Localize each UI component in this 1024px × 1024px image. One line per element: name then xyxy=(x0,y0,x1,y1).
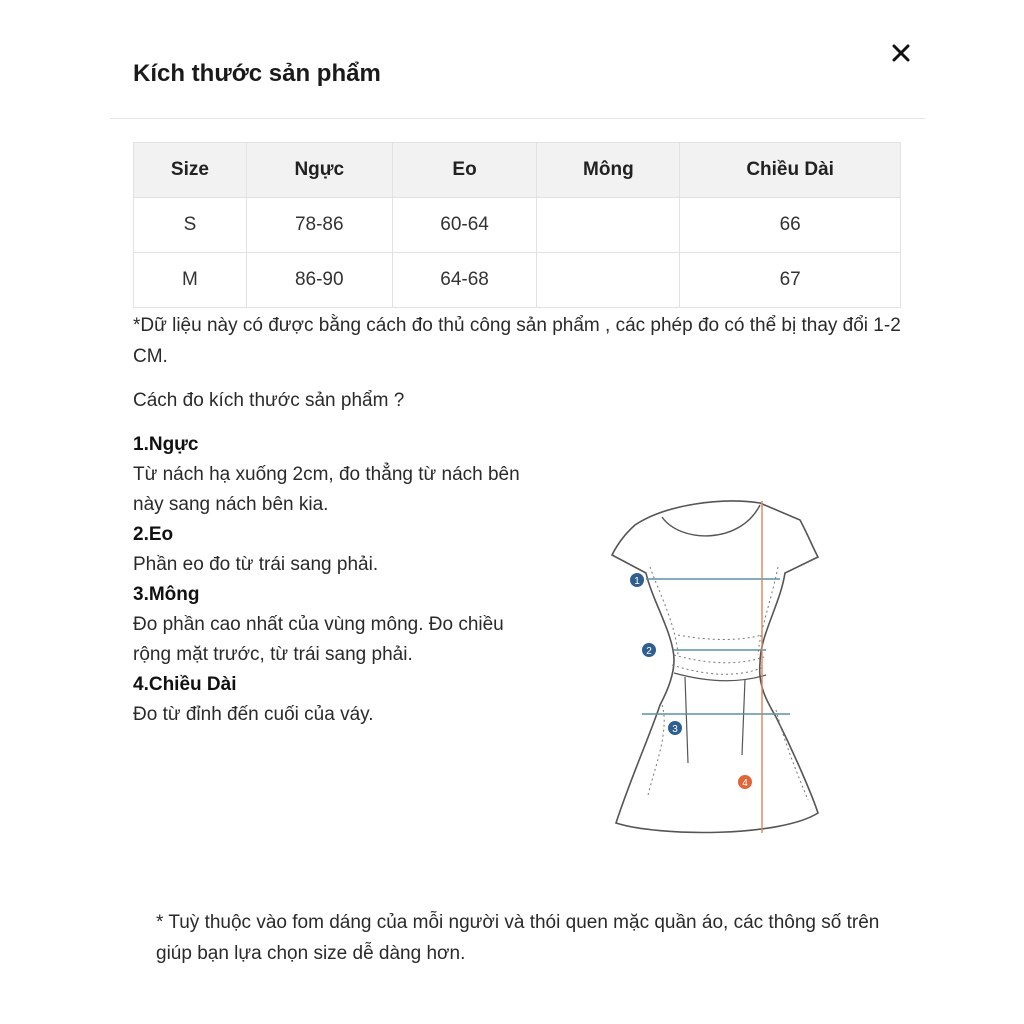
header-waist: Eo xyxy=(392,143,537,198)
table-cell: 64-68 xyxy=(392,253,537,308)
table-row xyxy=(134,253,901,308)
header-size: Size xyxy=(134,143,247,198)
stitch-line xyxy=(758,567,778,655)
stitch-line xyxy=(776,710,808,800)
header-chest: Ngực xyxy=(246,143,392,198)
guide-step-title: 4.Chiều Dài xyxy=(133,674,237,695)
close-icon[interactable] xyxy=(892,44,910,62)
stitch-line xyxy=(674,655,764,663)
measure-guide xyxy=(133,430,533,730)
modal-title: Kích thước sản phẩm xyxy=(133,60,381,87)
table-cell: 86-90 xyxy=(246,253,392,308)
header-length: Chiều Dài xyxy=(680,143,901,198)
waist-seam xyxy=(674,673,766,681)
guide-step-text: Từ nách hạ xuống 2cm, đo thẳng từ nách bên này sang nách bên kia. xyxy=(133,464,520,515)
close-button[interactable] xyxy=(886,38,916,68)
table-cell: 67 xyxy=(680,253,901,308)
marker-length-label: 4 xyxy=(742,778,748,789)
marker-chest xyxy=(630,573,644,587)
guide-step-text: Đo phần cao nhất của vùng mông. Đo chiều rộng mặt trước, từ trái sang phải. xyxy=(133,614,504,665)
table-cell: 66 xyxy=(680,198,901,253)
dress-outline xyxy=(612,501,818,832)
marker-chest-label: 1 xyxy=(634,576,640,587)
marker-length xyxy=(738,775,752,789)
header-divider xyxy=(110,118,925,119)
table-row xyxy=(134,198,901,253)
marker-waist-label: 2 xyxy=(646,646,652,657)
howto-title: Cách đo kích thước sản phẩm ? xyxy=(133,390,405,411)
table-cell: S xyxy=(134,198,247,253)
guide-step-title: 3.Mông xyxy=(133,584,200,605)
table-cell: M xyxy=(134,253,247,308)
table-cell xyxy=(537,253,680,308)
stitch-line xyxy=(672,665,764,674)
table-cell: 78-86 xyxy=(246,198,392,253)
neckline xyxy=(662,505,760,536)
guide-step-text: Đo từ đỉnh đến cuối của váy. xyxy=(133,704,374,725)
size-table xyxy=(133,142,901,308)
header-hip: Mông xyxy=(537,143,680,198)
stitch-line xyxy=(648,705,664,795)
measurement-note: *Dữ liệu này có được bằng cách đo thủ công sản phẩm , các phép đo có thể bị thay đổi 1-2 CM. xyxy=(133,315,901,367)
footer-note: * Tuỳ thuộc vào fom dáng của mỗi người và thói quen mặc quần áo, các thông số trên giúp bạn lựa chọn size dễ dàng hơn. xyxy=(156,912,880,964)
guide-step-title: 1.Ngực xyxy=(133,434,199,455)
stitch-line xyxy=(678,635,762,640)
marker-waist xyxy=(642,643,656,657)
table-cell xyxy=(537,198,680,253)
table-cell: 60-64 xyxy=(392,198,537,253)
dart-line xyxy=(742,679,745,755)
marker-hip-label: 3 xyxy=(672,724,678,735)
dart-line xyxy=(685,677,688,763)
guide-step-title: 2.Eo xyxy=(133,524,174,545)
dress-diagram xyxy=(590,495,850,845)
table-header-row xyxy=(134,143,901,198)
stitch-line xyxy=(650,567,678,655)
marker-hip xyxy=(668,721,682,735)
guide-step-text: Phần eo đo từ trái sang phải. xyxy=(133,554,379,575)
